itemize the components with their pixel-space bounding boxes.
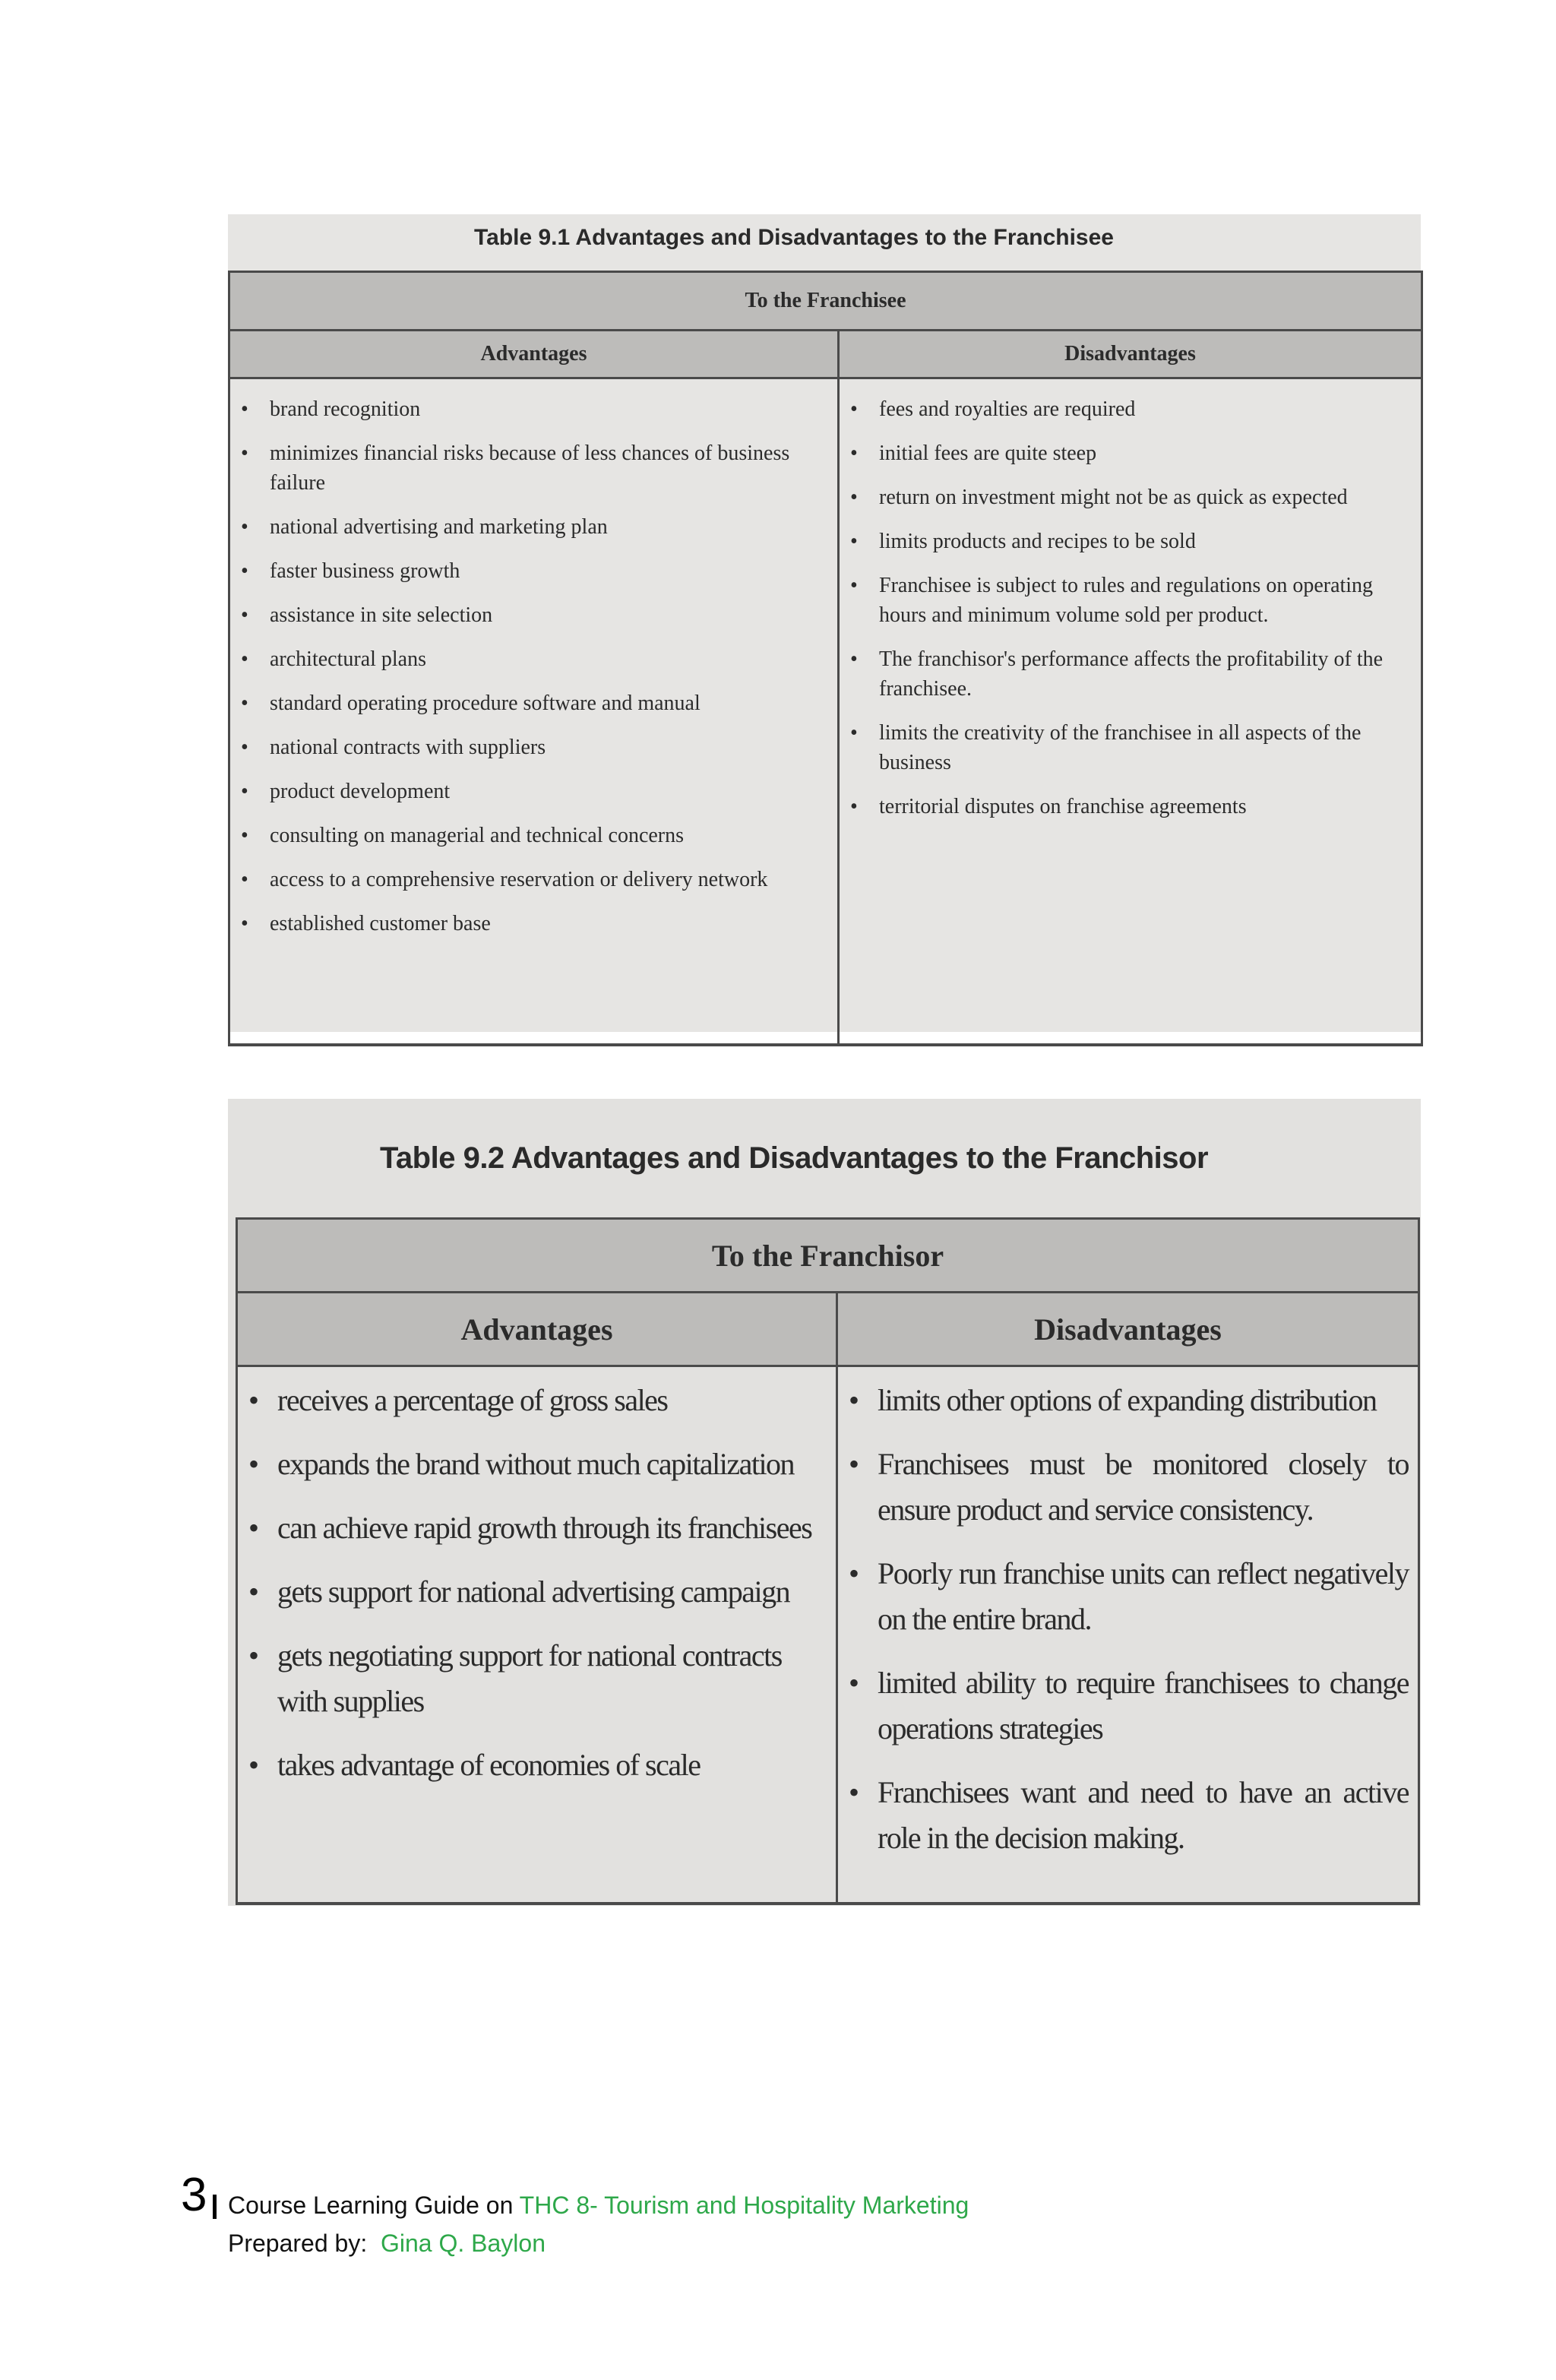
footer-prepared-label: Prepared by: — [228, 2230, 375, 2257]
franchisor-table-image — [228, 1099, 1421, 1906]
table-title: Table 9.1 Advantages and Disadvantages to the Franchisee — [474, 225, 1114, 250]
advantages-header: Advantages — [237, 1293, 837, 1366]
list-item: • minimizes financial risks because of less chances of business failure — [241, 438, 816, 498]
table-title: Table 9.2 Advantages and Disadvantages to the Franchisor — [379, 1141, 1209, 1175]
list-item: • gets negotiating support for national contracts with supplies — [248, 1633, 827, 1724]
footer-course-name: THC 8- Tourism and Hospitality Marketing — [519, 2192, 969, 2219]
list-item: • Franchisees want and need to have an active role in the decision making. — [849, 1770, 1409, 1861]
franchisee-table — [228, 271, 1423, 1046]
disadvantages-header: Disadvantages — [839, 331, 1422, 378]
disadvantages-list — [850, 394, 1399, 821]
list-item: • Franchisee is subject to rules and regulations on operating hours and minimum volume sold per product. — [850, 571, 1399, 630]
group-header: To the Franchisee — [229, 272, 1422, 331]
list-item: • established customer base — [241, 909, 816, 938]
list-item: • Franchisees must be monitored closely to ensure product and service consistency. — [849, 1442, 1409, 1533]
disadvantages-header: Disadvantages — [837, 1293, 1419, 1366]
list-item: • can achieve rapid growth through its franchisees — [248, 1505, 827, 1551]
group-header: To the Franchisor — [237, 1219, 1419, 1293]
list-item: • access to a comprehensive reservation or delivery network — [241, 865, 816, 894]
page-number: 3 — [181, 2169, 207, 2221]
list-item: • architectural plans — [241, 644, 816, 674]
list-item: • return on investment might not be as quick as expected — [850, 483, 1399, 512]
advantages-cell — [229, 378, 839, 1046]
advantages-header: Advantages — [229, 331, 839, 378]
list-item: • national contracts with suppliers — [241, 733, 816, 762]
list-item: • limits the creativity of the franchisee in all aspects of the business — [850, 718, 1399, 777]
list-item: • limited ability to require franchisees to change operations strategies — [849, 1660, 1409, 1752]
list-item: • expands the brand without much capitalization — [248, 1442, 827, 1487]
list-item: • national advertising and marketing plan — [241, 512, 816, 542]
page-number-divider — [213, 2195, 217, 2219]
list-item: • faster business growth — [241, 556, 816, 586]
list-item: • fees and royalties are required — [850, 394, 1399, 424]
list-item: • territorial disputes on franchise agreements — [850, 792, 1399, 821]
footer-author-name: Gina Q. Baylon — [381, 2230, 546, 2257]
footer-author-line — [228, 2230, 546, 2258]
franchisor-table — [236, 1217, 1420, 1905]
list-item: • consulting on managerial and technical concerns — [241, 821, 816, 850]
disadvantages-list — [849, 1378, 1409, 1861]
disadvantages-cell — [839, 378, 1422, 1046]
list-item: • Poorly run franchise units can reflect negatively on the entire brand. — [849, 1551, 1409, 1642]
list-item: • assistance in site selection — [241, 600, 816, 630]
list-item: • limits other options of expanding distribution — [849, 1378, 1409, 1423]
footer-course-line — [228, 2192, 969, 2220]
list-item: • standard operating procedure software and manual — [241, 688, 816, 718]
list-item: • The franchisor's performance affects the profitability of the franchisee. — [850, 644, 1399, 704]
advantages-list — [241, 394, 816, 938]
list-item: • takes advantage of economies of scale — [248, 1742, 827, 1788]
list-item: • initial fees are quite steep — [850, 438, 1399, 468]
footer-guide-prefix: Course Learning Guide on — [228, 2192, 520, 2219]
list-item: • receives a percentage of gross sales — [248, 1378, 827, 1423]
list-item: • limits products and recipes to be sold — [850, 527, 1399, 556]
list-item: • gets support for national advertising campaign — [248, 1569, 827, 1615]
disadvantages-cell — [837, 1366, 1419, 1904]
list-item: • brand recognition — [241, 394, 816, 424]
advantages-cell — [237, 1366, 837, 1904]
list-item: • product development — [241, 777, 816, 806]
advantages-list — [248, 1378, 827, 1788]
franchisee-table-image — [228, 214, 1421, 1032]
